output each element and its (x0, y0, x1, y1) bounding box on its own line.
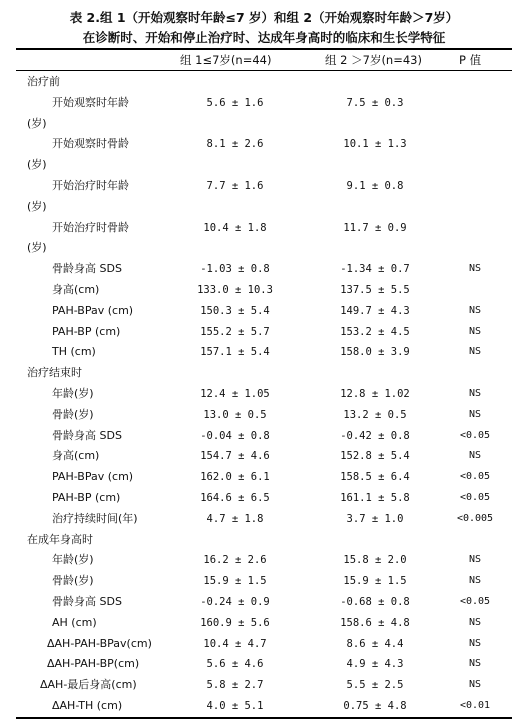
row-label: ΔAH-最后身高(cm) (40, 678, 137, 692)
table-row (0, 238, 528, 258)
group2-value: 15.8 ± 2.0 (343, 554, 407, 567)
table-row (0, 384, 528, 404)
table-row (0, 446, 528, 466)
group2-value: 12.8 ± 1.02 (340, 388, 410, 400)
p-value: NS (468, 450, 482, 462)
row-label: ΔAH-PAH-BP(cm) (47, 657, 140, 671)
row-label: (岁) (27, 116, 47, 130)
p-value: <0.05 (459, 429, 491, 441)
header-pvalue: P 值 (459, 53, 482, 67)
row-label: 治疗结束时 (27, 366, 82, 380)
group1-value: 4.7 ± 1.8 (206, 512, 264, 525)
table-row (0, 155, 528, 175)
group1-value: 12.4 ± 1.05 (200, 388, 270, 400)
group1-value: 15.9 ± 1.5 (203, 575, 267, 588)
row-label: 在成年身高时 (27, 532, 93, 546)
group2-value: 3.7 ± 1.0 (346, 512, 404, 525)
group2-value: 153.2 ± 4.5 (340, 325, 410, 338)
row-label: ΔAH-TH (cm) (52, 699, 123, 712)
table-row (0, 322, 528, 342)
p-value: NS (468, 575, 482, 587)
row-label: (岁) (27, 241, 47, 255)
row-label: 骨龄身高 SDS (52, 262, 122, 276)
table-row (0, 218, 528, 238)
table-row (0, 134, 528, 154)
group2-value: 152.8 ± 5.4 (340, 450, 410, 463)
row-label: 身高(cm) (52, 449, 100, 463)
group2-value: -1.34 ± 0.7 (340, 263, 410, 276)
header-group1: 组 1≤7岁(n=44) (180, 53, 272, 67)
row-label: (岁) (27, 158, 47, 172)
group2-value: 158.0 ± 3.9 (340, 346, 410, 359)
group2-value: 7.5 ± 0.3 (346, 96, 404, 109)
group1-value: 160.9 ± 5.6 (200, 616, 270, 629)
group1-value: 5.8 ± 2.7 (206, 679, 264, 692)
row-label: 年龄(岁) (52, 553, 94, 567)
table-row (0, 259, 528, 279)
table-row (0, 509, 528, 529)
table-title-line1: 表 2.组 1（开始观察时年龄≤7 岁）和组 2（开始观察时年龄＞7岁） (69, 10, 459, 25)
row-label: 身高(cm) (52, 283, 100, 296)
p-value: NS (468, 637, 482, 649)
row-label: PAH-BPav (cm) (52, 303, 134, 317)
group1-value: 164.6 ± 6.5 (200, 492, 270, 504)
table-row (0, 197, 528, 217)
row-label: 年龄(岁) (52, 387, 94, 400)
group2-value: 5.5 ± 2.5 (346, 679, 404, 692)
table-row (0, 530, 528, 550)
row-label: 治疗前 (27, 75, 60, 88)
table-row (0, 488, 528, 508)
table-title-line2: 在诊断时、开始和停止治疗时、达成年身高时的临床和生长学特征 (82, 30, 446, 45)
table-row (0, 280, 528, 300)
table-row (0, 675, 528, 695)
table-row (0, 342, 528, 362)
table-row (0, 114, 528, 134)
table-row (0, 426, 528, 446)
table-row (0, 176, 528, 196)
group1-value: -0.24 ± 0.9 (200, 596, 270, 608)
p-value: NS (468, 616, 482, 628)
group2-value: 10.1 ± 1.3 (343, 138, 407, 151)
table-row (0, 634, 528, 654)
group1-value: 16.2 ± 2.6 (203, 554, 267, 567)
p-value: <0.05 (459, 596, 491, 607)
group2-value: -0.68 ± 0.8 (340, 596, 410, 608)
p-value: NS (468, 554, 482, 566)
p-value: NS (468, 388, 482, 399)
header-rule (16, 70, 512, 71)
row-label: PAH-BP (cm) (52, 324, 121, 338)
group1-value: 162.0 ± 6.1 (200, 471, 270, 484)
group1-value: -1.03 ± 0.8 (200, 263, 270, 276)
row-label: 开始观察时年龄 (52, 95, 129, 109)
group1-value: 10.4 ± 1.8 (203, 221, 267, 234)
table-row (0, 654, 528, 674)
p-value: NS (468, 304, 482, 316)
group1-value: 155.2 ± 5.7 (200, 325, 270, 338)
row-label: 骨龄(岁) (52, 574, 94, 588)
group1-value: 8.1 ± 2.6 (206, 138, 264, 151)
group2-value: 9.1 ± 0.8 (346, 180, 404, 192)
table-row (0, 405, 528, 425)
row-label: (岁) (27, 199, 47, 213)
row-label: ΔAH-PAH-BPav(cm) (47, 636, 152, 650)
group2-value: 11.7 ± 0.9 (343, 221, 407, 234)
group2-value: 4.9 ± 4.3 (346, 658, 404, 671)
table-row (0, 592, 528, 612)
group1-value: 157.1 ± 5.4 (200, 346, 270, 359)
row-label: 治疗持续时间(年) (52, 511, 138, 525)
group1-value: 10.4 ± 4.7 (203, 637, 267, 650)
top-rule (16, 48, 512, 50)
table-row (0, 93, 528, 113)
row-label: AH (cm) (52, 615, 97, 629)
row-label: 开始治疗时骨龄 (52, 220, 129, 234)
table-row (0, 467, 528, 487)
group2-value: 8.6 ± 4.4 (346, 637, 404, 650)
group1-value: 5.6 ± 1.6 (206, 96, 264, 109)
row-label: PAH-BP (cm) (52, 491, 121, 504)
group1-value: 4.0 ± 5.1 (206, 700, 264, 712)
p-value: NS (468, 325, 482, 337)
group2-value: 0.75 ± 4.8 (343, 700, 407, 712)
group1-value: 5.6 ± 4.6 (206, 658, 264, 671)
group1-value: 13.0 ± 0.5 (203, 408, 267, 421)
group1-value: 150.3 ± 5.4 (200, 304, 270, 317)
row-label: 骨龄身高 SDS (52, 595, 122, 608)
group1-value: 7.7 ± 1.6 (206, 180, 264, 192)
header-group2: 组 2 ＞7岁(n=43) (325, 53, 422, 67)
table-row (0, 696, 528, 716)
group2-value: 158.6 ± 4.8 (340, 616, 410, 629)
p-value: <0.005 (456, 512, 494, 524)
group2-value: 161.1 ± 5.8 (340, 492, 410, 504)
p-value: NS (468, 679, 482, 691)
group2-value: 149.7 ± 4.3 (340, 304, 410, 317)
group2-value: 137.5 ± 5.5 (340, 284, 410, 296)
table-row (0, 72, 528, 92)
group2-value: -0.42 ± 0.8 (340, 429, 410, 442)
group1-value: 154.7 ± 4.6 (200, 450, 270, 463)
table-row (0, 613, 528, 633)
p-value: NS (468, 346, 482, 358)
row-label: PAH-BPav (cm) (52, 470, 134, 484)
row-label: 开始观察时骨龄 (52, 137, 129, 151)
p-value: NS (468, 658, 482, 670)
table-row (0, 301, 528, 321)
group1-value: -0.04 ± 0.8 (200, 429, 270, 442)
group2-value: 15.9 ± 1.5 (343, 575, 407, 588)
row-label: 骨龄(岁) (52, 407, 94, 421)
row-label: 开始治疗时年龄 (52, 179, 129, 192)
p-value: <0.01 (459, 700, 491, 711)
p-value: NS (468, 408, 482, 420)
p-value: <0.05 (459, 471, 491, 483)
table-row (0, 363, 528, 383)
row-label: TH (cm) (52, 345, 96, 359)
bottom-rule (16, 717, 512, 719)
group1-value: 133.0 ± 10.3 (197, 284, 273, 296)
table-row (0, 550, 528, 570)
group2-value: 158.5 ± 6.4 (340, 471, 410, 484)
p-value: NS (468, 263, 482, 275)
table-row (0, 571, 528, 591)
p-value: <0.05 (459, 492, 491, 503)
group2-value: 13.2 ± 0.5 (343, 408, 407, 421)
row-label: 骨龄身高 SDS (52, 428, 122, 442)
